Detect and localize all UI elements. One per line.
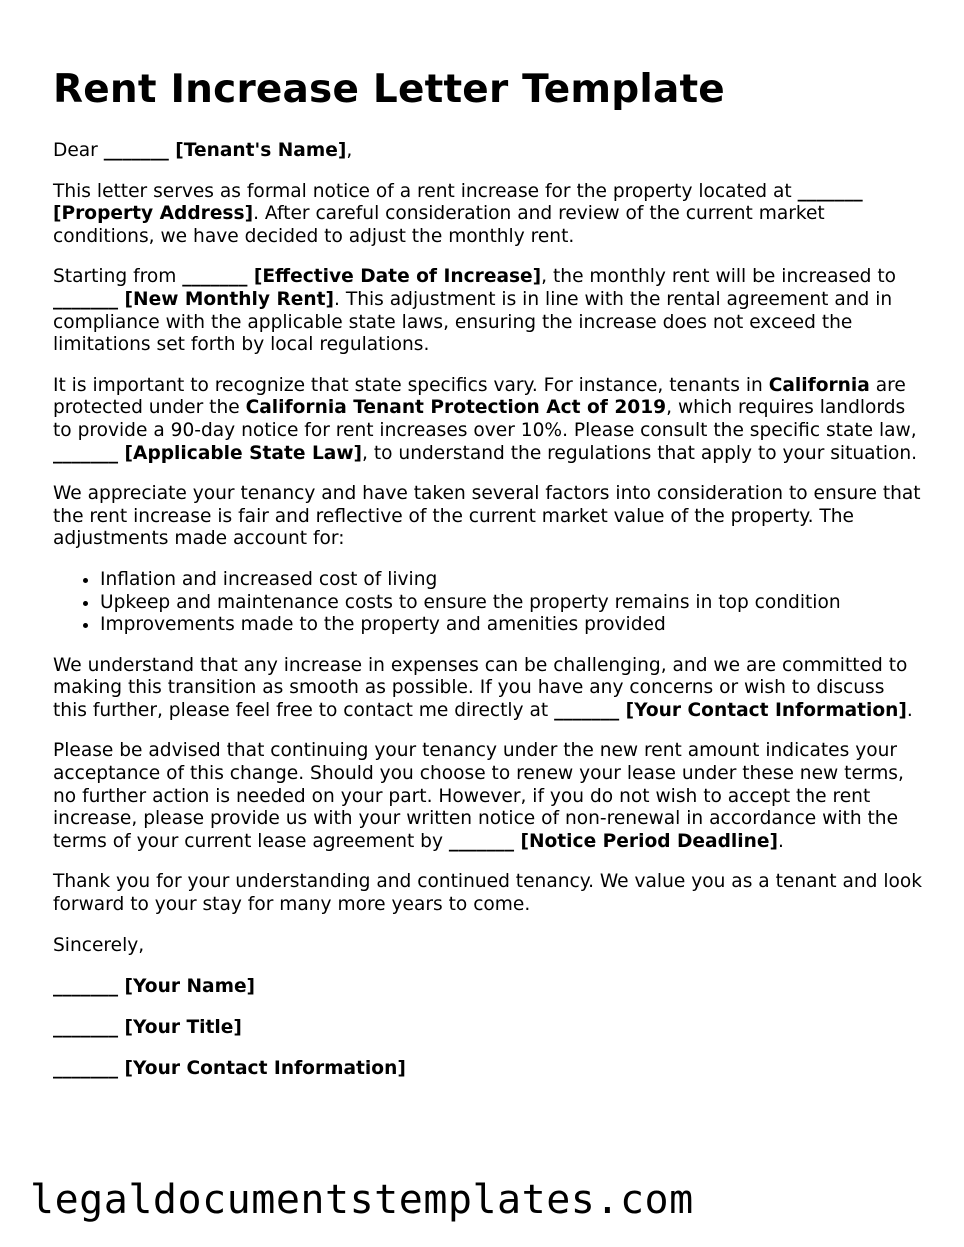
state-text-3: , which requires landlords to provide a 90-day notice for rent increases over 10%. Please consult the specific state law,	[53, 397, 917, 441]
signature-contact: _______ [Your Contact Information]	[53, 1057, 406, 1079]
notice-text-2: . After careful consideration and review of the current market conditions, we have decided to adjust the monthly rent.	[53, 203, 825, 247]
state-text-4: , to understand the regulations that apply to your situation.	[362, 442, 918, 464]
contact-paragraph	[53, 655, 923, 723]
state-name: California	[768, 374, 870, 396]
thank-you-paragraph: Thank you for your understanding and continued tenancy. We value you as a tenant and look forward to your stay for many more years to come.	[53, 871, 923, 916]
applicable-law-placeholder: _______ [Applicable State Law]	[53, 442, 363, 464]
page-title: Rent Increase Letter Template	[53, 67, 725, 112]
tenant-name-placeholder: _______ [Tenant's Name]	[103, 140, 347, 161]
closing: Sincerely,	[53, 934, 145, 956]
acceptance-text-1: Please be advised that continuing your tenancy under the new rent amount indicates your acceptance of this change. Should you choose to renew your lease under these new terms, no further action is needed on your part. However, if you do not wish to accept the rent increase, please provide us with your written notice of non-renewal in accordance with the terms of your current lease agreement by	[53, 740, 904, 852]
contact-info-placeholder: _______ [Your Contact Information]	[554, 699, 907, 721]
state-act-name: California Tenant Protection Act of 2019	[245, 397, 667, 419]
effective-date-placeholder: _______ [Effective Date of Increase]	[182, 266, 542, 288]
footer-watermark: legaldocumentstemplates.com	[30, 1177, 694, 1223]
factors-list	[53, 569, 923, 637]
notice-paragraph	[53, 181, 923, 249]
acceptance-paragraph	[53, 740, 923, 853]
notice-deadline-placeholder: _______ [Notice Period Deadline]	[448, 830, 778, 852]
acceptance-text-2: .	[778, 830, 784, 852]
state-text-1: It is important to recognize that state specifics vary. For instance, tenants in	[53, 374, 769, 396]
greeting-suffix: ,	[346, 140, 353, 161]
signature-block	[53, 935, 923, 1081]
list-item: • Upkeep and maintenance costs to ensure the property remains in top condition	[100, 592, 923, 615]
list-item: • Improvements made to the property and amenities provided	[100, 614, 923, 637]
property-address-placeholder: _______ [Property Address]	[53, 180, 863, 225]
increase-text-3: . This adjustment is in line with the rental agreement and in compliance with the applicable state laws, ensuring the increase does not exceed the limitations set forth by local regulations.	[53, 288, 893, 356]
state-text-2: are protected under the	[53, 374, 906, 419]
increase-details-paragraph	[53, 266, 923, 356]
new-rent-placeholder: _______ [New Monthly Rent]	[53, 288, 335, 310]
signature-title: _______ [Your Title]	[53, 1016, 242, 1038]
notice-text-1: This letter serves as formal notice of a rent increase for the property located at	[53, 180, 798, 202]
greeting-prefix: Dear	[53, 140, 104, 161]
signature-name: _______ [Your Name]	[53, 975, 256, 997]
state-law-paragraph	[53, 375, 923, 465]
increase-text-1: Starting from	[53, 266, 183, 288]
appreciation-paragraph: We appreciate your tenancy and have taken several factors into consideration to ensure that the rent increase is fair and reflective of the current market value of the property. The adjustments made account for:	[53, 483, 921, 550]
increase-text-2: , the monthly rent will be increased to	[541, 266, 897, 288]
greeting	[53, 140, 923, 163]
list-item: • Inflation and increased cost of living	[100, 569, 923, 592]
contact-text-2: .	[906, 699, 913, 721]
letter-document	[53, 66, 923, 1099]
contact-text-1: We understand that any increase in expenses can be challenging, and we are committed to making this transition as smooth as possible. If you have any concerns or wish to discuss this further, please feel free to contact me directly at	[53, 654, 908, 721]
